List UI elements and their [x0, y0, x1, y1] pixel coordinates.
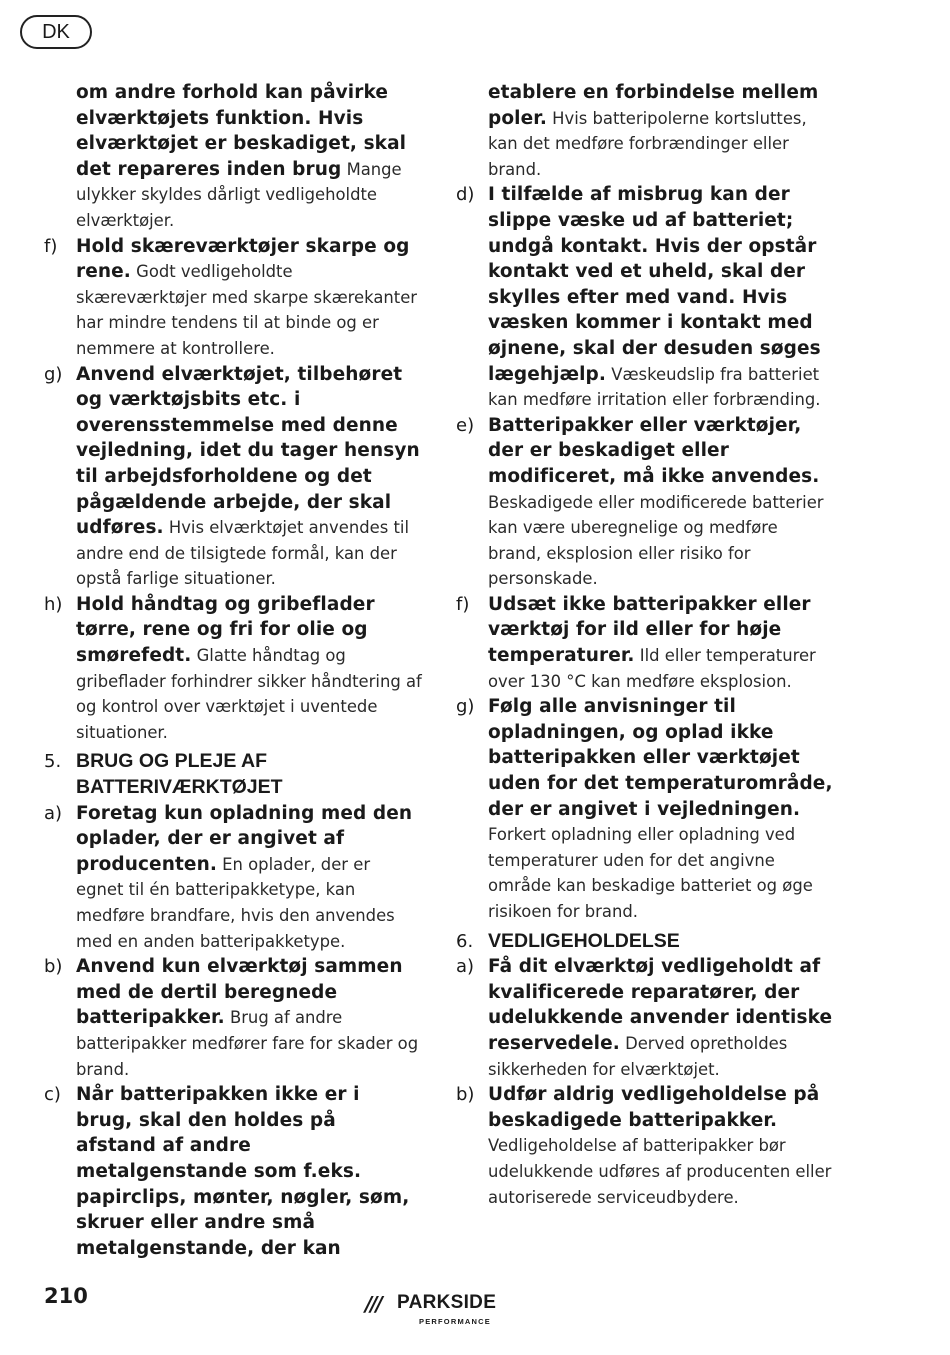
item-label: a): [44, 802, 63, 824]
list-item: [44, 801, 422, 955]
bold-text: Foretag kun opladning med den oplader, der er angivet af producenten.: [76, 802, 413, 875]
bold-text: Anvend elværktøjet, tilbehøret og værktøjsbits etc. i overensstemmelse med denne vejledning, idet du tager hensyn til arbejdsforholdene og det pågældende arbejde, der skal udføres.: [76, 363, 420, 539]
regular-text: Brug af andre batteripakker medfører fare for skader og brand.: [76, 1008, 419, 1079]
bold-text: Få dit elværktøj vedligeholdt af kvalificerede reparatører, der udelukkende anvender identiske reservedele.: [488, 956, 833, 1054]
section-title: BRUG OG PLEJE AF BATTERIVÆRKTØJET: [76, 750, 283, 799]
bold-text: etablere en forbindelse mellem poler.: [488, 82, 819, 129]
continuation-paragraph: [44, 80, 422, 234]
regular-text: Væskeudslip fra batteriet kan medføre irritation eller forbrænding.: [488, 364, 821, 410]
parkside-logo: [365, 1290, 525, 1330]
bold-text: Anvend kun elværktøj sammen med de dertil beregnede batteripakker.: [76, 956, 403, 1029]
item-label: g): [44, 363, 63, 385]
regular-text: Godt vedligeholdte skæreværktøjer med skarpe skærekanter har mindre tendens til at binde og er nemmere at kontrollere.: [76, 262, 418, 358]
item-label: d): [456, 184, 475, 206]
logo-brand: PARKSIDE: [397, 1292, 497, 1313]
language-badge: DK: [20, 15, 92, 49]
item-label: g): [456, 696, 475, 718]
item-label: b): [456, 1084, 475, 1106]
item-label: f): [456, 593, 470, 615]
regular-text: Beskadigede eller modificerede batterier kan være uberegnelige og medføre brand, eksplosion eller risiko for personskade.: [488, 492, 824, 589]
bold-text: I tilfælde af misbrug kan der slippe væske ud af batteriet; undgå kontakt. Hvis der opstår kontakt ved et uheld, skal der skylles efter med vand. Hvis væsken kommer i kontakt med øjnene, skal der desuden søges lægehjælp.: [488, 184, 821, 385]
item-label: b): [44, 956, 63, 978]
logo-slashes-icon: ///: [365, 1292, 381, 1316]
section-heading: [456, 929, 834, 955]
section-number: 6.: [456, 930, 474, 952]
item-label: f): [44, 235, 58, 257]
page-number: 210: [44, 1284, 88, 1308]
item-label: h): [44, 593, 63, 615]
list-item: [456, 592, 834, 694]
bold-text: om andre forhold kan påvirke elværktøjets funktion. Hvis elværktøjet er beskadiget, skal det repareres inden brug: [76, 82, 407, 180]
bold-text: Hold skæreværktøjer skarpe og rene.: [76, 235, 410, 283]
list-item: [456, 694, 834, 924]
regular-text: En oplader, der er egnet til én batteripakketype, kan medføre brandfare, hvis den anvendes med en anden batteripakketype.: [76, 854, 395, 951]
regular-text: Vedligeholdelse af batteripakker bør udelukkende udføres af producenten eller autoriserede serviceudbydere.: [488, 1136, 832, 1207]
regular-text: Glatte håndtag og gribeflader forhindrer sikker håndtering af og kontrol over værktøjet i uventede situationer.: [76, 646, 422, 742]
item-label: e): [456, 414, 475, 436]
regular-text: Forkert opladning eller opladning ved temperaturer uden for det angivne område kan beskadige batteriet og øge risikoen for brand.: [488, 825, 813, 921]
list-item: [456, 954, 834, 1082]
item-label: c): [44, 1084, 61, 1106]
logo-subtitle: PERFORMANCE: [419, 1317, 491, 1326]
regular-text: Hvis batteripolerne kortsluttes, kan det medføre forbrændinger eller brand.: [488, 108, 807, 179]
list-item: [44, 954, 422, 1082]
continuation-paragraph: [456, 80, 834, 182]
regular-text: Derved opretholdes sikkerheden for elværktøjet.: [488, 1033, 788, 1079]
list-item: [456, 1082, 834, 1210]
list-item: [44, 362, 422, 592]
regular-text: Ild eller temperaturer over 130 °C kan medføre eksplosion.: [488, 646, 816, 691]
list-item: [456, 413, 834, 592]
bold-text: Udsæt ikke batteripakker eller værktøj for ild eller for høje temperaturer.: [488, 593, 811, 667]
bold-text: Når batteripakken ikke er i brug, skal den holdes på afstand af andre metalgenstande som f.eks. papirclips, mønter, nøgler, søm, skruer eller andre små metalgenstande, der kan: [76, 1084, 410, 1259]
right-column: [456, 80, 834, 1210]
regular-text: Hvis elværktøjet anvendes til andre end de tilsigtede formål, kan der opstå farlige situationer.: [76, 518, 409, 589]
bold-text: Hold håndtag og gribeflader tørre, rene og fri for olie og smørefedt.: [76, 593, 375, 667]
left-column: [44, 80, 422, 1261]
section-title: VEDLIGEHOLDELSE: [488, 929, 680, 952]
item-label: a): [456, 956, 475, 978]
list-item: [44, 1082, 422, 1261]
list-item: [44, 592, 422, 746]
section-heading: [44, 749, 422, 800]
bold-text: Følg alle anvisninger til opladningen, og oplad ikke batteripakken eller værktøjet uden for det temperaturområde, der er angivet i vejledningen.: [488, 696, 833, 820]
regular-text: Mange ulykker skyldes dårligt vedligeholdte elværktøjer.: [76, 159, 402, 230]
bold-text: Batteripakker eller værktøjer, der er beskadiget eller modificeret, må ikke anvendes.: [488, 414, 820, 487]
bold-text: Udfør aldrig vedligeholdelse på beskadigede batteripakker.: [488, 1084, 820, 1131]
list-item: [44, 234, 422, 362]
list-item: [456, 182, 834, 412]
section-number: 5.: [44, 751, 62, 773]
